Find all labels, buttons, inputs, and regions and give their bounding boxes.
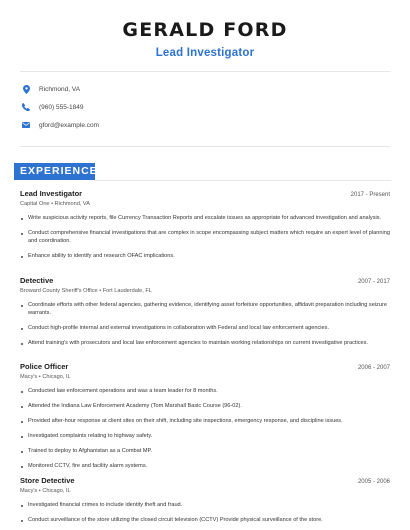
bullet-item: Conducted law enforcement operations and was a team leader for 8 months.	[20, 388, 390, 396]
job-bullets	[20, 215, 390, 260]
bullet-item: Attend training's with prosecutors and local law enforcement agencies to maintain working relationships on current investigative practices.	[20, 340, 390, 348]
section-rule	[95, 180, 391, 181]
job-dates: 2006 - 2007	[357, 365, 390, 371]
job-role: Police Officer	[20, 362, 69, 371]
candidate-name: GERALD FORD	[122, 19, 288, 41]
job-role: Lead Investigator	[20, 189, 83, 198]
job-location: Chicago, IL	[42, 488, 71, 494]
job-entry-police-officer	[20, 362, 390, 478]
job-dates: 2017 - Present	[350, 192, 390, 198]
job-company: Macy's	[20, 488, 38, 494]
bullet-item: Conduct high-profile internal and external investigations in collaboration with Federal and local law enforcement agencies.	[20, 325, 390, 333]
bullet-item: Provided after-hour response at client sites on their shift, including site inspections, emergency response, and discipline issues.	[20, 418, 390, 426]
bullet-item: Monitored CCTV, fire and facility alarm systems.	[20, 463, 390, 471]
contact-phone	[22, 100, 322, 114]
job-dates: 2005 - 2006	[357, 479, 390, 485]
candidate-title: Lead Investigator	[155, 47, 255, 59]
job-company: Capital One	[20, 201, 50, 207]
contact-location	[22, 82, 322, 96]
job-location: Chicago, IL	[42, 374, 71, 380]
job-location: Fort Lauderdale, FL	[102, 288, 152, 294]
job-role: Store Detective	[20, 476, 75, 485]
bullet-item: Investigated financial crimes to include identity theft and fraud.	[20, 502, 390, 510]
job-entry-lead-investigator	[20, 189, 390, 268]
job-entry-detective	[20, 276, 390, 355]
job-role: Detective	[20, 276, 54, 285]
contact-email	[22, 118, 322, 132]
email-icon	[22, 121, 30, 130]
job-location: Richmond, VA	[54, 201, 90, 207]
job-company-line: Macy's • Chicago, IL	[20, 488, 71, 494]
bullet-item: Trained to deploy to Afghanistan as a Combat MP.	[20, 448, 390, 456]
email-text: gford@example.com	[39, 121, 100, 129]
bullet-item: Investigated complaints relating to highway safety.	[20, 433, 390, 441]
bullet-item: Coordinate efforts with other federal agencies, gathering evidence, identifying asset forfeiture opportunities, affidavit preparation including seizure warrants.	[20, 302, 390, 317]
bullet-item: Conduct surveillance of the store utilizing the closed circuit television (CCTV) Provide physical surveillance of the store.	[20, 517, 390, 525]
phone-icon	[22, 103, 30, 112]
job-company: Macy's	[20, 374, 38, 380]
job-bullets	[20, 388, 390, 471]
resume-header	[0, 19, 410, 60]
location-pin-icon	[22, 85, 30, 94]
job-bullets	[20, 302, 390, 347]
job-dates: 2007 - 2017	[357, 279, 390, 285]
job-entry-store-detective	[20, 476, 390, 530]
job-company-line: Capital One • Richmond, VA	[20, 201, 90, 207]
contact-divider	[20, 146, 390, 147]
phone-text: (960) 555-1849	[39, 103, 84, 111]
bullet-item: Conduct comprehensive financial investigations that are complex in scope encompassing subject matters which require an expert level of planning and coordination.	[20, 230, 390, 245]
bullet-item: Write suspicious activity reports, file Currency Transaction Reports and escalate issues as appropriate for advanced investigation and analysis.	[20, 215, 390, 223]
header-divider	[20, 71, 390, 72]
job-bullets	[20, 502, 390, 525]
location-text: Richmond, VA	[39, 85, 81, 93]
experience-heading: EXPERIENCE	[20, 165, 98, 177]
bullet-item: Enhance ability to identify and research OFAC implications.	[20, 253, 390, 261]
bullet-item: Attended the Indiana Law Enforcement Academy (Tom Marshall Basic Course (96-02).	[20, 403, 390, 411]
job-company-line: Macy's • Chicago, IL	[20, 374, 71, 380]
job-company-line: Broward County Sheriff's Office • Fort Lauderdale, FL	[20, 288, 152, 294]
job-company: Broward County Sheriff's Office	[20, 288, 98, 294]
